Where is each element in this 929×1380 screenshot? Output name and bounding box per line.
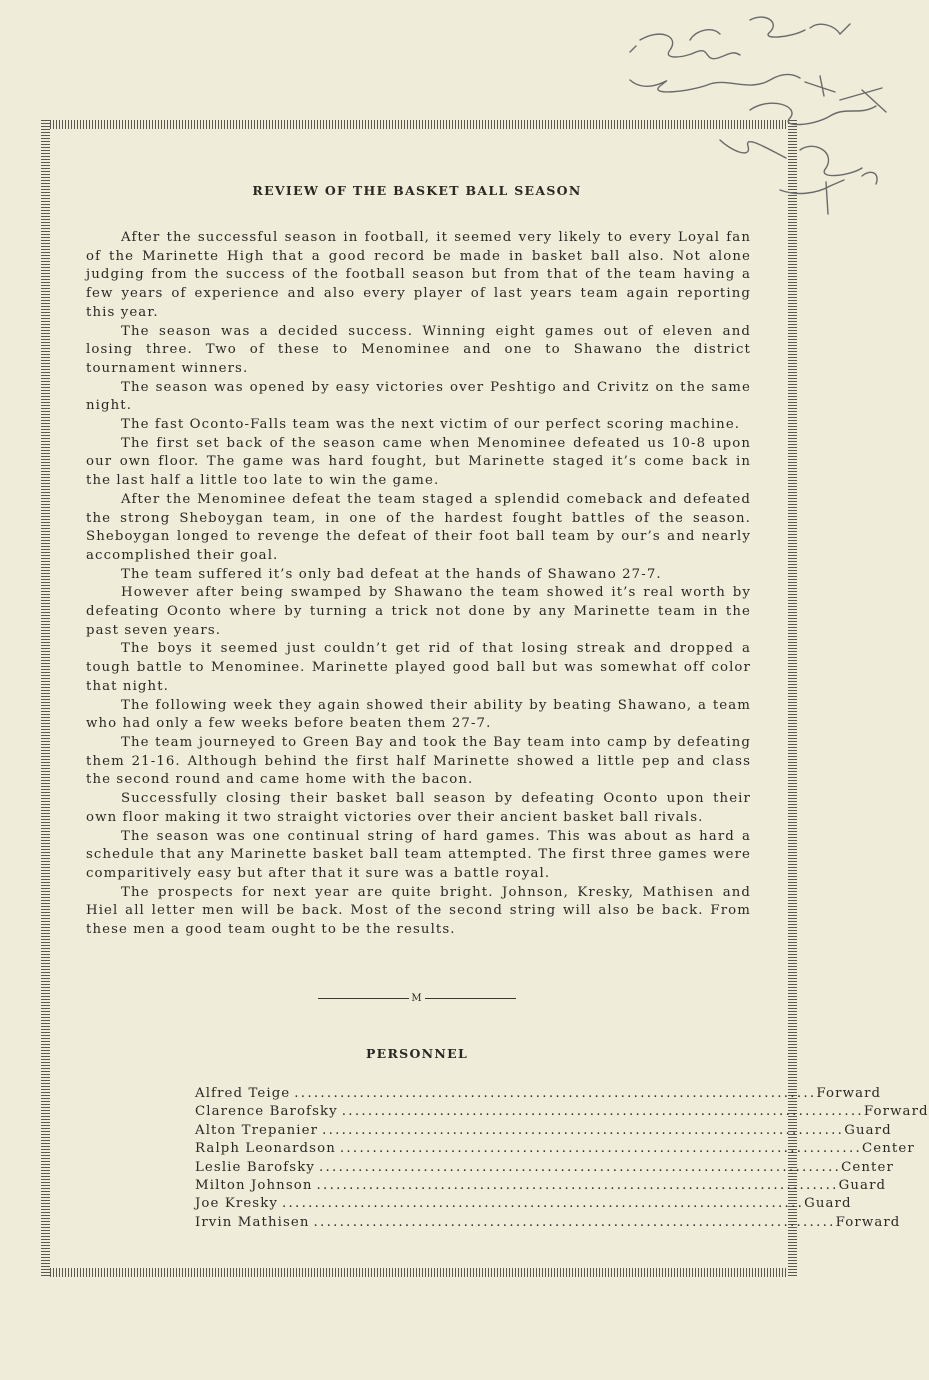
leader-dots: ................................................................................ xyxy=(341,1104,864,1120)
leader-dots: ................................................................................ xyxy=(339,1141,862,1157)
paragraph: After the successful season in football, it seemed very likely to every Loyal fan of the Marinette High that a good record be made in basket ball also. Not alone judging from the success of the football season but from that of the team having a few years of experience and also every player of last years team again reporting this year. xyxy=(86,230,751,320)
paragraph: The fast Oconto-Falls team was the next victim of our perfect scoring machine. xyxy=(121,417,741,433)
player-position: Guard xyxy=(838,1178,887,1194)
divider-line xyxy=(425,998,516,999)
paragraph: Successfully closing their basket ball season by defeating Oconto upon their own floor making it two straight victories over their ancient basket ball rivals. xyxy=(86,791,751,825)
handwritten-signature xyxy=(600,0,908,240)
leader-dots: ................................................................................ xyxy=(319,1159,842,1175)
player-name: Milton Johnson xyxy=(195,1178,313,1194)
player-name: Leslie Barofsky xyxy=(195,1159,315,1175)
paragraph: The following week they again showed their ability by beating Shawano, a team who had only a few weeks before beaten them 27-7. xyxy=(86,697,751,732)
player-name: Irvin Mathisen xyxy=(195,1214,310,1230)
leader-dots: ................................................................................ xyxy=(322,1122,845,1138)
leader-dots: ................................................................................ xyxy=(316,1178,839,1194)
player-position: Forward xyxy=(835,1214,901,1230)
personnel-row xyxy=(195,1214,901,1232)
personnel-row xyxy=(195,1195,852,1213)
personnel-list xyxy=(195,1085,929,1232)
player-name: Ralph Leonardson xyxy=(195,1141,336,1157)
player-name: Alton Trepanier xyxy=(195,1122,319,1138)
section-divider xyxy=(318,991,516,1005)
paragraph: However after being swamped by Shawano the team showed it’s real worth by defeating Oconto where by turning a trick not done by any Marinette team in the past seven years. xyxy=(86,585,751,638)
page-border-left xyxy=(41,120,50,1277)
player-position: Center xyxy=(841,1159,894,1175)
personnel-row xyxy=(195,1159,894,1177)
page-border-bottom xyxy=(41,1268,797,1277)
player-position: Guard xyxy=(804,1196,852,1212)
page-title: REVIEW OF THE BASKET BALL SEASON xyxy=(252,183,582,198)
divider-mark: M xyxy=(411,992,423,1004)
personnel-row xyxy=(195,1177,887,1195)
player-name: Alfred Teige xyxy=(195,1086,291,1101)
player-name: Joe Kresky xyxy=(195,1196,278,1212)
paragraph: The season was one continual string of hard games. This was about as hard a schedule that any Marinette basket ball team attempted. The first three games were comparitively easy but after that it sure was a battle royal. xyxy=(86,828,751,881)
personnel-row xyxy=(195,1122,892,1140)
paragraph: The season was opened by easy victories over Peshtigo and Crivitz on the same night. xyxy=(86,379,751,414)
leader-dots: ................................................................................ xyxy=(281,1196,805,1212)
leader-dots: ................................................................................ xyxy=(294,1086,817,1101)
paragraph: The first set back of the season came when Menominee defeated us 10-8 upon our own floor. The game was hard fought, but Marinette staged it’s come back in the last half a little too late to win the game. xyxy=(86,435,751,489)
player-position: Center xyxy=(862,1141,915,1157)
player-position: Guard xyxy=(844,1122,892,1138)
paragraph: The boys it seemed just couldn’t get rid of that losing streak and dropped a tough battle to Menominee. Marinette played good ball but was somewhat off color that night. xyxy=(86,641,751,694)
article-body xyxy=(86,229,751,940)
paragraph: After the Menominee defeat the team staged a splendid comeback and defeated the strong Sheboygan team, in one of the hardest fought battles of the season. Sheboygan longed to revenge the defeat of their foot ball team by our’s and nearly accomplished their goal. xyxy=(86,491,751,563)
player-name: Clarence Barofsky xyxy=(195,1104,338,1120)
paragraph: The team suffered it’s only bad defeat at the hands of Shawano 27-7. xyxy=(121,566,662,582)
player-position: Forward xyxy=(816,1086,882,1101)
divider-line xyxy=(318,998,409,999)
personnel-row xyxy=(195,1085,882,1103)
personnel-row xyxy=(195,1140,915,1158)
paragraph: The season was a decided success. Winning eight games out of eleven and losing three. Two of these to Menominee and one to Shawano the district tournament winners. xyxy=(86,323,751,376)
paragraph: The prospects for next year are quite bright. Johnson, Kresky, Mathisen and Hiel all letter men will be back. Most of the second string will also be back. From these men a good team ought to be the results. xyxy=(86,884,751,938)
player-position: Forward xyxy=(863,1104,929,1120)
paragraph: The team journeyed to Green Bay and took the Bay team into camp by defeating them 21-16. Although behind the first half Marinette showed a little pep and class the second round and came home with the bacon. xyxy=(86,734,751,788)
personnel-heading: PERSONNEL xyxy=(365,1046,469,1061)
leader-dots: ................................................................................ xyxy=(313,1214,836,1230)
personnel-row xyxy=(195,1103,929,1121)
